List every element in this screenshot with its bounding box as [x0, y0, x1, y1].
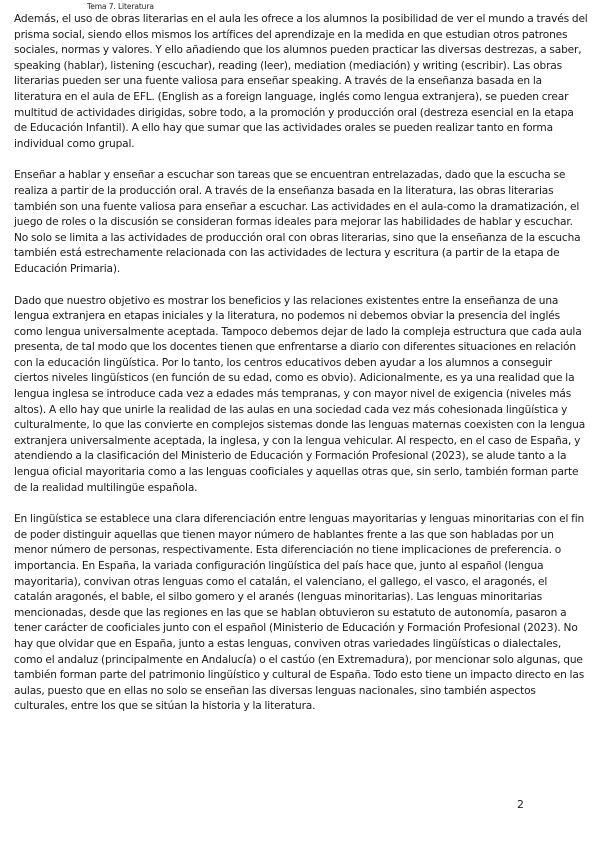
paragraph-1: Además, el uso de obras literarias en el aula les ofrece a los alumnos la posibilidad de ver el mundo a través del prisma social, siendo ellos mismos los artífices del aprendizaje en la medida en que estudian otros patrones sociales, normas y valores. Y ello añadiendo que los alumnos pueden practicar las diversas destrezas, a saber, speaking (hablar), listening (escuchar), reading (leer), mediation (mediación) y writing (escribir). Las obras literarias pueden ser una fuente valiosa para enseñar speaking. A través de la enseñanza basada en la literatura en el aula de EFL. (English as a foreign language, inglés como lengua extranjera), se pueden crear multitud de actividades dirigidas, sobre todo, a la promoción y producción oral (destreza esencial en la etapa de Educación Infantil). A ello hay que sumar que las actividades orales se pueden realizar tanto en forma individual como grupal.	[14, 13, 588, 150]
paragraph-3: Dado que nuestro objetivo es mostrar los beneficios y las relaciones existentes entre la enseñanza de una lengua extranjera en etapas iniciales y la literatura, no podemos ni debemos obviar la presencia del inglés como lengua universalmente aceptada. Tampoco debemos dejar de lado la compleja estructura que cada aula presenta, de tal modo que los docentes tienen que enfrentarse a diario con diferentes situaciones en relación con la educación lingüística. Por lo tanto, los centros educativos deben ayudar a los alumnos a conseguir ciertos niveles lingüísticos (en función de su edad, como es obvio). Adicionalmente, es ya una realidad que la lengua inglesa se introduce cada vez a edades más tempranas, y con mayor nivel de exigencia (niveles más altos). A ello hay que unirle la realidad de las aulas en una sociedad cada vez más cohesionada lingüística y culturalmente, lo que las convierte en complejos sistemas donde las lenguas maternas coexisten con la lengua extranjera universalmente aceptada, la inglesa, y con la lengua vehicular. Al respecto, en el caso de España, y atendiendo a la clasificación del Ministerio de Educación y Formación Profesional (2023), se alude tanto a la lengua oficial mayoritaria como a las lenguas cooficiales y aquellas otras que, sin serlo, también forman parte de la realidad multilingüe española.	[14, 294, 586, 494]
running-header: Tema 7. Literatura	[87, 2, 154, 11]
paragraph-2: Enseñar a hablar y enseñar a escuchar son tareas que se encuentran entrelazadas, dado que la escucha se realiza a partir de la producción oral. A través de la enseñanza basada en la literatura, las obras literarias también son una fuente valiosa para enseñar a escuchar. Las actividades en el aula-como la dramatización, el juego de roles o la discusión se consideran formas ideales para mejorar las habilidades de hablar y escuchar. No solo se limita a las actividades de producción oral con obras literarias, sino que la enseñanza de la escucha también está estrechamente relacionada con las actividades de lectura y escritura (a partir de la etapa de Educación Primaria).	[14, 169, 581, 275]
paragraph-4: En lingüística se establece una clara diferenciación entre lenguas mayoritarias y lenguas minoritarias con el fin de poder distinguir aquellas que tienen mayor número de hablantes frente a las que son habladas por un menor número de personas, respectivamente. Esta diferenciación no tiene implicaciones de preferencia. o importancia. En España, la variada configuración lingüística del país hace que, junto al español (lengua mayoritaria), convivan otras lenguas como el catalán, el valenciano, el gallego, el vasco, el aragonés, el catalán aragonés, el bable, el silbo gomero y el aranés (lenguas minoritarias). Las lenguas minoritarias mencionadas, desde que las regiones en las que se hablan obtuvieron su estatuto de autonomía, pasaron a tener carácter de cooficiales junto con el español (Ministerio de Educación y Formación Profesional (2023). No hay que olvidar que en España, junto a estas lenguas, conviven otras variedades lingüísticas o dialectales, como el andaluz (principalmente en Andalucía) o el castúo (en Extremadura), por mencionar solo algunas, que también forman parte del patrimonio lingüístico y cultural de España. Todo esto tiene un impacto directo en las aulas, puesto que en ellas no solo se enseñan las diversas lenguas nacionales, sino también aspectos culturales, entre los que se sitúan la historia y la literatura.	[14, 513, 585, 713]
body-text	[14, 12, 588, 731]
page-number: 2	[517, 798, 524, 811]
